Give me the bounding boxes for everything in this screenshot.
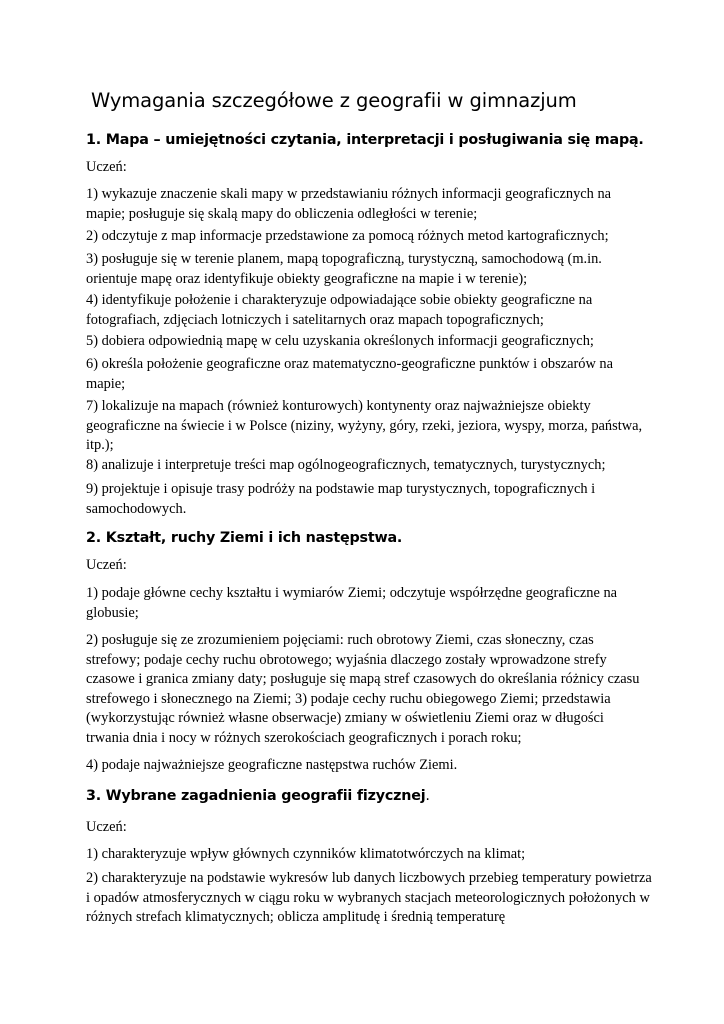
- section-1-item-7: 7) lokalizuje na mapach (również konturowych) kontynenty oraz najważniejsze obiekty geograficzne na świecie i w Polsce (niziny, wyżyny, góry, rzeki, jeziora, wyspy, morza, państwa, itp.);: [86, 398, 643, 453]
- section-1-item-3: 3) posługuje się w terenie planem, mapą topograficzną, turystyczną, samochodową (m.in. orientuje mapę oraz identyfikuje obiekty geograficzne na mapie i w terenie);: [86, 251, 602, 287]
- section-1-intro: Uczeń:: [86, 159, 127, 175]
- section-2-item-2: 2) posługuje się ze zrozumieniem pojęciami: ruch obrotowy Ziemi, czas słoneczny, czas strefowy; podaje cechy ruchu obrotowego; wyjaśnia dlaczego zostały wprowadzone strefy czasowe i granica zmiany daty; posługuje się mapą stref czasowych do określania różnicy czasu strefowego i słonecznego na Ziemi; 3) podaje cechy ruchu obiegowego Ziemi; przedstawia (wykorzystując również własne obserwacje) zmiany w oświetleniu Ziemi oraz w długości trwania dnia i nocy w różnych szerokościach geograficznych i porach roku;: [86, 632, 640, 746]
- section-1-item-5: 5) dobiera odpowiednią mapę w celu uzyskania określonych informacji geograficznych;: [86, 333, 594, 349]
- section-1-item-1: 1) wykazuje znaczenie skali mapy w przedstawianiu różnych informacji geograficznych na mapie; posługuje się skalą mapy do obliczenia odległości w terenie;: [86, 186, 612, 222]
- section-1-item-4: 4) identyfikuje położenie i charakteryzuje odpowiadające sobie obiekty geograficzne na fotografiach, zdjęciach lotniczych i satelitarnych oraz mapach topograficznych;: [86, 292, 593, 328]
- section-1-item-2: 2) odczytuje z map informacje przedstawione za pomocą różnych metod kartograficznych;: [86, 228, 609, 244]
- section-3-heading: [86, 786, 706, 806]
- page-title: Wymagania szczegółowe z geografii w gimnazjum: [91, 89, 577, 112]
- section-3-intro: Uczeń:: [86, 819, 127, 835]
- section-2-item-4: 4) podaje najważniejsze geograficzne następstwa ruchów Ziemi.: [86, 757, 458, 773]
- section-1-item-6: 6) określa położenie geograficzne oraz matematyczno-geograficzne punktów i obszarów na mapie;: [86, 356, 614, 392]
- section-1-heading: 1. Mapa – umiejętności czytania, interpretacji i posługiwania się mapą.: [86, 132, 644, 148]
- section-3-heading-period: .: [425, 788, 430, 804]
- section-1-item-8: 8) analizuje i interpretuje treści map ogólnogeograficznych, tematycznych, turystycznych;: [86, 457, 606, 473]
- section-3-heading-text: 3. Wybrane zagadnienia geografii fizycznej: [86, 788, 426, 804]
- section-2-item-1: 1) podaje główne cechy kształtu i wymiarów Ziemi; odczytuje współrzędne geograficzne na globusie;: [86, 585, 618, 621]
- section-3-item-1: 1) charakteryzuje wpływ głównych czynników klimatotwórczych na klimat;: [86, 846, 526, 862]
- section-2-heading: 2. Kształt, ruchy Ziemi i ich następstwa.: [86, 530, 403, 546]
- section-2-intro: Uczeń:: [86, 557, 127, 573]
- section-1-item-9: 9) projektuje i opisuje trasy podróży na podstawie map turystycznych, topograficznych i samochodowych.: [86, 481, 596, 517]
- section-3-item-2: 2) charakteryzuje na podstawie wykresów lub danych liczbowych przebieg temperatury powietrza i opadów atmosferycznych w ciągu roku w wybranych stacjach meteorologicznych położonych w różnych strefach klimatycznych; oblicza amplitudę i średnią temperaturę: [86, 870, 652, 925]
